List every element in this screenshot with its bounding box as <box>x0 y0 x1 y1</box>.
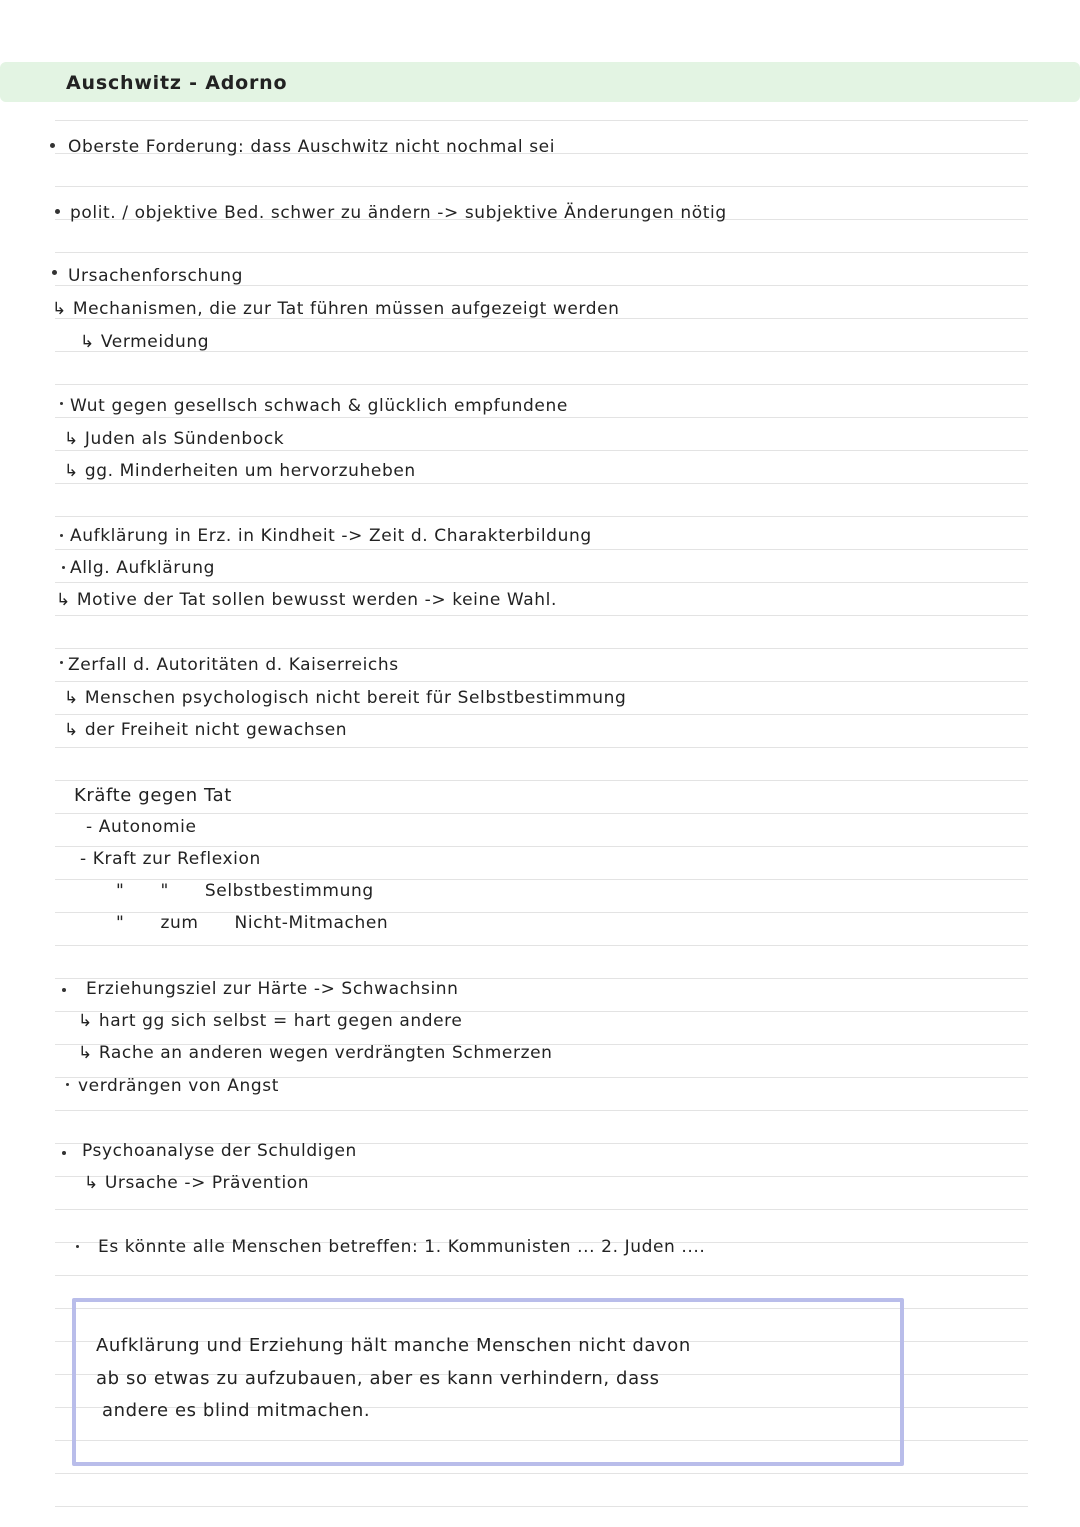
ruled-line <box>55 813 1028 814</box>
bullet-dot <box>60 661 63 664</box>
note-heading: Kräfte gegen Tat <box>74 785 232 806</box>
bullet-dot <box>52 270 57 275</box>
ruled-line <box>55 1473 1028 1474</box>
bullet-dot <box>62 566 65 569</box>
note-line: Oberste Forderung: dass Auschwitz nicht nochmal sei <box>68 137 556 157</box>
note-line: Erziehungsziel zur Härte -> Schwachsinn <box>86 979 459 999</box>
ruled-line <box>55 384 1028 385</box>
ruled-line <box>55 615 1028 616</box>
ruled-line <box>55 1506 1028 1507</box>
note-line: polit. / objektive Bed. schwer zu ändern -> subjektive Änderungen nötig <box>70 203 727 223</box>
ruled-line <box>55 945 1028 946</box>
bullet-dot <box>62 988 66 992</box>
bullet-dot <box>66 1083 69 1086</box>
ruled-line <box>55 549 1028 550</box>
note-line: Aufklärung in Erz. in Kindheit -> Zeit d. Charakterbildung <box>70 526 592 546</box>
ruled-line <box>55 648 1028 649</box>
ruled-line <box>55 879 1028 880</box>
note-line: ↳ der Freiheit nicht gewachsen <box>64 720 348 740</box>
ruled-line <box>55 186 1028 187</box>
bullet-dot <box>62 1151 66 1155</box>
page-title: Auschwitz - Adorno <box>66 72 288 94</box>
note-line: Wut gegen gesellsch schwach & glücklich empfundene <box>70 396 568 416</box>
note-line: ↳ gg. Minderheiten um hervorzuheben <box>64 461 416 481</box>
note-line: ↳ Vermeidung <box>80 332 210 352</box>
note-line: Es könnte alle Menschen betreffen: 1. Kommunisten ... 2. Juden .... <box>98 1237 706 1257</box>
ruled-line <box>55 846 1028 847</box>
ruled-line <box>55 252 1028 253</box>
note-line: " " Selbstbestimmung <box>116 881 374 901</box>
summary-line: ab so etwas zu aufzubauen, aber es kann verhindern, dass <box>96 1368 660 1389</box>
ruled-line <box>55 516 1028 517</box>
ruled-line <box>55 582 1028 583</box>
bullet-dot <box>50 143 55 148</box>
ruled-line <box>55 1275 1028 1276</box>
ruled-line <box>55 120 1028 121</box>
ruled-line <box>55 780 1028 781</box>
bullet-dot <box>76 1245 79 1248</box>
summary-line: Aufklärung und Erziehung hält manche Menschen nicht davon <box>96 1335 691 1356</box>
ruled-line <box>55 1110 1028 1111</box>
ruled-line <box>55 747 1028 748</box>
note-line: ↳ Motive der Tat sollen bewusst werden -> keine Wahl. <box>56 590 557 610</box>
note-line: ↳ Mechanismen, die zur Tat führen müssen aufgezeigt werden <box>52 299 620 319</box>
note-line: - Autonomie <box>86 817 197 837</box>
ruled-line <box>55 450 1028 451</box>
note-line: - Kraft zur Reflexion <box>80 849 261 869</box>
note-line: ↳ Juden als Sündenbock <box>64 429 285 449</box>
ruled-line <box>55 681 1028 682</box>
bullet-dot <box>55 209 60 214</box>
ruled-line <box>55 714 1028 715</box>
note-line: Ursachenforschung <box>68 266 243 286</box>
note-line: Allg. Aufklärung <box>70 558 215 578</box>
note-line: Zerfall d. Autoritäten d. Kaiserreichs <box>68 655 399 675</box>
note-line: ↳ Ursache -> Prävention <box>84 1173 310 1193</box>
ruled-line <box>55 417 1028 418</box>
note-line: Psychoanalyse der Schuldigen <box>82 1141 357 1161</box>
note-line: ↳ Rache an anderen wegen verdrängten Schmerzen <box>78 1043 553 1063</box>
note-line: ↳ hart gg sich selbst = hart gegen andere <box>78 1011 463 1031</box>
ruled-line <box>55 483 1028 484</box>
bullet-dot <box>60 534 63 537</box>
summary-line: andere es blind mitmachen. <box>102 1400 371 1421</box>
ruled-line <box>55 1209 1028 1210</box>
note-line: " zum Nicht-Mitmachen <box>116 913 389 933</box>
note-line: verdrängen von Angst <box>78 1076 279 1096</box>
note-line: ↳ Menschen psychologisch nicht bereit für Selbstbestimmung <box>64 688 627 708</box>
bullet-dot <box>60 402 63 405</box>
